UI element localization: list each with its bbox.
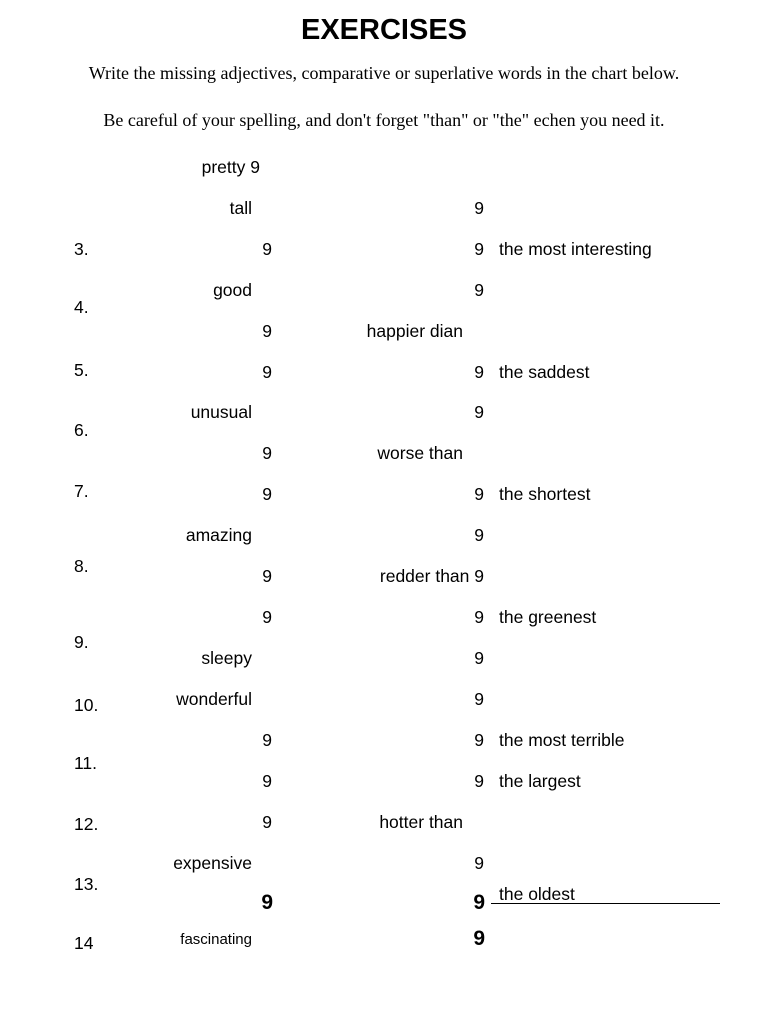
- comparative-cell: redder than 9: [379, 566, 484, 586]
- adjective-cell: fascinating: [180, 931, 252, 948]
- exercise-number: 8.: [74, 556, 89, 576]
- exercise-number: 5.: [74, 360, 89, 380]
- exercise-number: 12.: [74, 814, 99, 834]
- adjective-cell: 9: [262, 362, 272, 382]
- exercise-number: 14: [74, 933, 93, 953]
- adjective-cell: 9: [262, 239, 272, 259]
- superlative-cell: the saddest: [499, 362, 590, 382]
- adjective-cell: 9: [262, 566, 272, 586]
- comparative-cell: 9: [474, 484, 484, 504]
- adjective-cell: 9: [262, 730, 272, 750]
- comparative-cell: 9: [474, 362, 484, 382]
- adjective-cell: 9: [262, 812, 272, 832]
- exercise-number: 9.: [74, 632, 89, 652]
- exercise-number: 13.: [74, 874, 99, 894]
- adjective-cell: good: [213, 280, 252, 300]
- exercise-number: 6.: [74, 420, 89, 440]
- superlative-cell: the largest: [499, 771, 581, 791]
- exercise-number: 7.: [74, 481, 89, 501]
- instruction-line-2: Be careful of your spelling, and don't forget "than" or "the" echen you need it.: [103, 110, 665, 130]
- comparative-cell: 9: [474, 730, 484, 750]
- superlative-cell: the oldest: [499, 884, 575, 904]
- adjective-cell: 9: [262, 443, 272, 463]
- adjective-cell: wonderful: [176, 689, 252, 709]
- superlative-cell: the greenest: [499, 607, 597, 627]
- comparative-cell: 9: [474, 771, 484, 791]
- comparative-cell: happier dian: [366, 321, 463, 341]
- comparative-cell: worse than: [377, 443, 463, 463]
- exercise-number: 4.: [74, 297, 89, 317]
- exercise-number: 11.: [74, 753, 98, 773]
- comparative-cell: 9: [473, 891, 485, 914]
- exercise-number: 10.: [74, 695, 99, 715]
- superlative-cell: the most interesting: [499, 239, 652, 259]
- page-title: EXERCISES: [301, 14, 467, 46]
- superlative-cell: the most terrible: [499, 730, 625, 750]
- adjective-cell: unusual: [190, 402, 252, 422]
- instruction-line-1: Write the missing adjectives, comparative or superlative words in the chart below.: [88, 63, 680, 83]
- exercise-number: 3.: [74, 239, 89, 259]
- adjective-cell: 9: [262, 771, 272, 791]
- comparative-cell: 9: [474, 853, 484, 873]
- comparative-cell: 9: [474, 525, 484, 545]
- comparative-cell: 9: [474, 198, 484, 218]
- adjective-cell: 9: [262, 484, 272, 504]
- adjective-cell: tall: [229, 198, 252, 218]
- adjective-cell: sleepy: [201, 648, 252, 668]
- comparative-cell: 9: [474, 239, 484, 259]
- comparative-cell: 9: [474, 648, 484, 668]
- answer-underline: [491, 903, 720, 904]
- comparative-cell: 9: [474, 689, 484, 709]
- adjective-cell: 9: [261, 891, 273, 914]
- adjective-cell: 9: [262, 321, 272, 341]
- comparative-cell: 9: [473, 927, 485, 950]
- adjective-cell: 9: [262, 607, 272, 627]
- adjective-cell: expensive: [173, 853, 252, 873]
- comparative-cell: 9: [474, 280, 484, 300]
- adjective-cell: amazing: [185, 525, 252, 545]
- superlative-cell: the shortest: [499, 484, 591, 504]
- adjective-cell: pretty 9: [201, 157, 260, 177]
- comparative-cell: hotter than: [379, 812, 463, 832]
- comparative-cell: 9: [474, 607, 484, 627]
- comparative-cell: 9: [474, 402, 484, 422]
